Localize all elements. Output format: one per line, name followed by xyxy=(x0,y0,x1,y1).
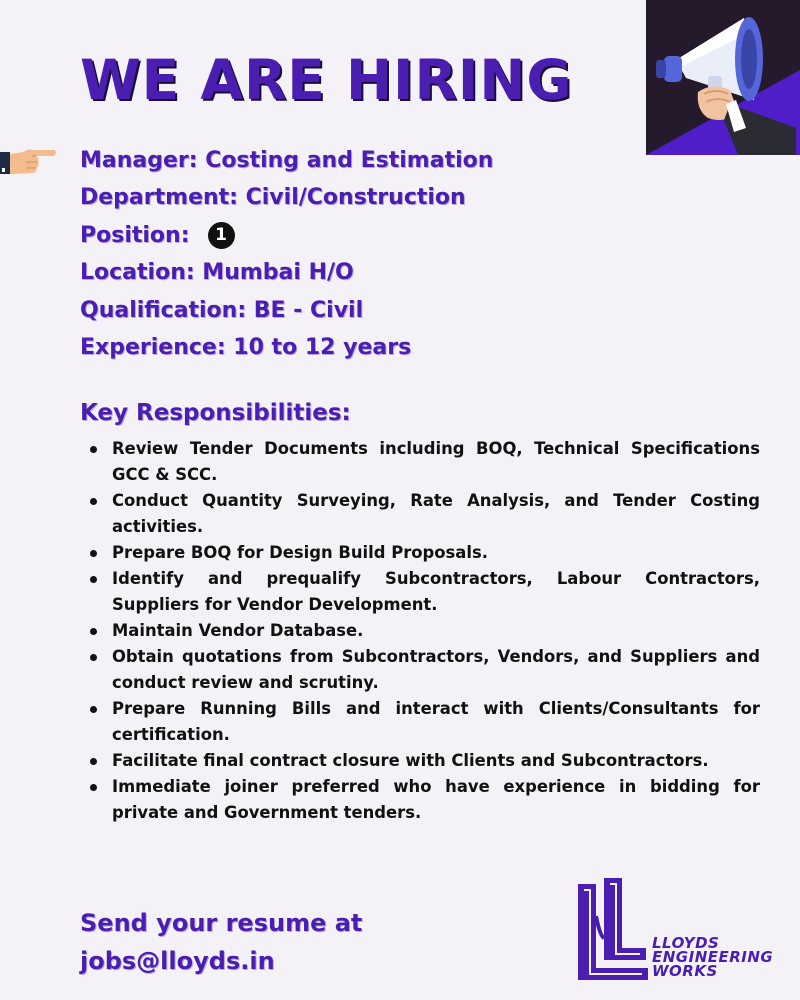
responsibilities-list xyxy=(88,436,760,826)
position-label: Position: xyxy=(80,222,190,248)
logo-line-1: LLOYDS xyxy=(652,934,720,952)
qualification-line: Qualification: BE - Civil xyxy=(80,297,364,323)
list-item: Obtain quotations from Subcontractors, Vendors, and Suppliers and conduct review and scrutiny. xyxy=(88,644,760,696)
contact-label: Send your resume at xyxy=(80,909,363,937)
list-item: Identify and prequalify Subcontractors, Labour Contractors, Suppliers for Vendor Development. xyxy=(88,566,760,618)
list-item: Prepare Running Bills and interact with Clients/Consultants for certification. xyxy=(88,696,760,748)
list-item: Review Tender Documents including BOQ, Technical Specifications GCC & SCC. xyxy=(88,436,760,488)
list-item: Maintain Vendor Database. xyxy=(88,618,760,644)
logo-line-2: ENGINEERING xyxy=(652,948,774,966)
logo-line-3: WORKS xyxy=(652,962,718,980)
manager-line: Manager: Costing and Estimation xyxy=(80,148,494,173)
list-item: Immediate joiner preferred who have experience in bidding for private and Government tenders. xyxy=(88,774,760,826)
pointing-hand-icon xyxy=(0,140,58,182)
position-line xyxy=(80,217,493,254)
list-item: Facilitate final contract closure with Clients and Subcontractors. xyxy=(88,748,760,774)
list-item: Prepare BOQ for Design Build Proposals. xyxy=(88,540,760,566)
responsibilities-title: Key Responsibilities: xyxy=(80,400,351,426)
position-count-badge: 1 xyxy=(208,222,235,249)
megaphone-image xyxy=(646,0,800,155)
headline: WE ARE HIRING xyxy=(80,48,573,112)
department-line: Department: Civil/Construction xyxy=(80,185,466,211)
location-line: Location: Mumbai H/O xyxy=(80,260,354,286)
job-details xyxy=(80,142,493,366)
megaphone-icon xyxy=(646,0,800,155)
contact-email[interactable]: jobs@lloyds.in xyxy=(80,947,275,975)
logo-wordmark xyxy=(652,936,773,978)
experience-line: Experience: 10 to 12 years xyxy=(80,335,412,361)
contact-block xyxy=(80,904,362,980)
list-item: Conduct Quantity Surveying, Rate Analysis, and Tender Costing activities. xyxy=(88,488,760,540)
